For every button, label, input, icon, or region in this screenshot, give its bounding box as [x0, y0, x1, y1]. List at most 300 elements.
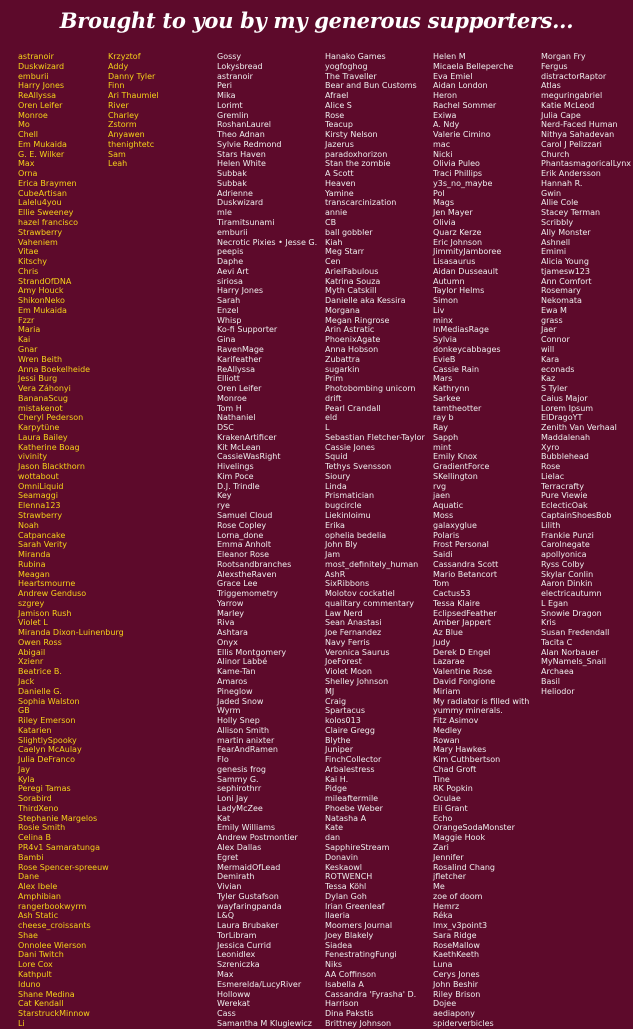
supporter-name: Shelley Johnson: [325, 677, 389, 686]
supporter-name: Theo Adnan: [217, 130, 265, 140]
supporter-name: kolos013: [325, 716, 361, 726]
supporter-name: Prim: [325, 374, 343, 384]
supporter-name: apollyonica: [541, 550, 587, 560]
supporter-name: wottabout: [18, 471, 59, 481]
supporter-name: SKellington: [433, 471, 478, 481]
supporter-name: szgrey: [18, 598, 45, 608]
supporters-column-4: [325, 52, 425, 1029]
supporter-name: Emily Williams: [217, 823, 276, 833]
supporter-name: AshR: [325, 569, 346, 579]
supporter-name: Jen Mayer: [433, 208, 473, 218]
supporter-name: Katrina Souza: [325, 276, 381, 286]
supporter-name: Isabella A: [325, 979, 364, 989]
supporter-name: Alice S: [325, 100, 352, 110]
supporter-name: genesis frog: [217, 764, 266, 774]
supporter-name: electricautumn: [541, 589, 602, 599]
supporter-name: Rose Spencer-spreeuw: [18, 862, 109, 872]
supporter-name: siriosa: [217, 276, 243, 286]
supporter-name: Saidi: [433, 550, 453, 560]
supporter-name: Werekat: [217, 999, 250, 1009]
supporter-name: Rosalind Chang: [433, 862, 496, 872]
supporter-name: Oren Leifer: [217, 384, 262, 394]
supporter-name: Ash Static: [18, 911, 59, 921]
supporter-name: Hivelings: [217, 462, 254, 472]
supporter-name: Tethys Svensson: [325, 462, 392, 472]
supporter-name: Cassie Rain: [433, 364, 480, 374]
supporter-name: Owen Ross: [18, 637, 62, 647]
supporter-name: Miriam: [433, 686, 461, 696]
supporter-name: Enzel: [217, 305, 239, 315]
supporter-name: Szreniczka: [217, 960, 260, 970]
supporter-name: Flo: [217, 755, 229, 765]
supporter-name: Katherine Boag: [18, 442, 80, 452]
supporter-name: Danny Tyler: [108, 71, 156, 81]
supporter-name: Heliodor: [541, 686, 575, 696]
supporter-name: Megan Ringrose: [325, 315, 390, 325]
supporters-column-3: [217, 52, 317, 1029]
supporter-name: Jennifer: [433, 852, 464, 862]
supporter-name: mac: [433, 139, 451, 149]
supporter-name: Anna Boekelheide: [18, 364, 91, 374]
supporter-name: CubeArtisan: [18, 188, 67, 198]
supporter-name: John Beshir: [433, 979, 479, 989]
supporter-name: will: [541, 344, 555, 354]
supporter-name: Helen M: [433, 52, 466, 61]
supporter-name: Vaheniem: [18, 237, 58, 247]
supporter-name: zoe of doom: [433, 891, 483, 901]
supporter-name: Molotov cockatiel: [325, 589, 395, 599]
supporter-name: RoseMallow: [433, 940, 480, 950]
supporter-name: Shane Medina: [18, 989, 75, 999]
supporter-name: Alex Dallas: [217, 843, 262, 853]
supporter-name: Eva Emiel: [433, 71, 473, 81]
supporter-name: tjamesw123: [541, 266, 590, 276]
supporter-name: Kitschy: [18, 257, 47, 267]
supporter-name: Dojee: [433, 999, 457, 1009]
supporter-name: thenightetc: [108, 139, 155, 149]
supporter-name: Wren Beith: [18, 354, 63, 364]
supporter-name: Rosie Smith: [18, 823, 66, 833]
supporter-name: Karifeather: [217, 354, 262, 364]
supporter-name: Pidge: [325, 784, 347, 794]
supporter-name: Skylar Conlin: [541, 569, 594, 579]
supporter-name: Esmerelda/LucyRiver: [217, 979, 302, 989]
supporter-name: Key: [217, 491, 232, 501]
supporters-column-2: [108, 52, 159, 169]
supporter-name: L Egan: [541, 598, 569, 608]
supporter-name: lmx_v3point3: [433, 921, 488, 931]
supporter-name: Adrienne: [217, 188, 253, 198]
supporter-name: Violet Moon: [325, 667, 372, 677]
supporter-name: Az Blue: [433, 628, 463, 638]
supporter-name: tamtheotter: [433, 403, 482, 413]
supporter-name: Church: [541, 149, 570, 159]
supporter-name: Erika: [325, 520, 345, 530]
supporter-name: Jay: [18, 764, 30, 774]
supporter-name: S Tyler: [541, 384, 568, 394]
supporter-name: yogfoghog: [325, 61, 368, 71]
supporter-name: Charley: [108, 110, 139, 120]
supporter-name: Sara Ridge: [433, 930, 477, 940]
supporter-name: Nicki: [433, 149, 453, 159]
supporter-name: Katarien: [18, 725, 52, 735]
supporter-name: Liv: [433, 305, 445, 315]
supporter-name: Tom: [433, 579, 450, 589]
supporter-name: Grace Lee: [217, 579, 258, 589]
supporter-name: Tyler Gustafson: [217, 891, 279, 901]
supporter-name: Cactus53: [433, 589, 471, 599]
supporter-name: Sean Anastasi: [325, 618, 382, 628]
supporter-name: Tessa Klaire: [433, 598, 480, 608]
supporter-name: Peri: [217, 81, 232, 91]
supporter-name: mint: [433, 442, 452, 452]
supporter-name: EclipsedFeather: [433, 608, 497, 618]
supporter-name: Mags: [433, 198, 455, 208]
supporter-name: FinchCollector: [325, 755, 382, 765]
supporter-name: Nithya Sahadevan: [541, 130, 615, 140]
supporter-name: CB: [325, 218, 337, 228]
supporter-name: Kirsty Nelson: [325, 130, 378, 140]
supporter-name: Carol J Pelizzari: [541, 139, 602, 149]
supporter-name: MJ: [325, 686, 335, 696]
supporter-name: Prismatician: [325, 491, 375, 501]
supporter-name: Pol: [433, 188, 445, 198]
supporter-name: Kyla: [18, 774, 35, 784]
supporter-name: Li: [18, 1018, 25, 1028]
supporter-name: Jaded Snow: [217, 696, 264, 706]
supporter-name: Kai H.: [325, 774, 349, 784]
supporter-name: John Bly: [325, 540, 358, 550]
supporter-name: Daphe: [217, 257, 244, 267]
supporter-name: sugarkin: [325, 364, 360, 374]
supporter-name: Jack: [18, 677, 35, 686]
supporter-name: Kate: [325, 823, 344, 833]
supporter-name: Marley: [217, 608, 244, 618]
supporter-name: vivinity: [18, 452, 48, 462]
supporter-name: Sylvia: [433, 335, 457, 345]
supporter-name: Onnolee Wierson: [18, 940, 87, 950]
supporter-name: Celina B: [18, 833, 51, 843]
supporter-name: Ellis Montgomery: [217, 647, 287, 657]
supporter-name: Keskaowl: [325, 862, 362, 872]
supporter-name: martin anixter: [217, 735, 275, 745]
supporter-name: Kathpult: [18, 969, 52, 979]
supporter-name: Harry Jones: [217, 286, 264, 296]
supporter-name: hazel francisco: [18, 218, 79, 228]
supporter-name: Strawberry: [18, 227, 63, 237]
supporter-name: Alicia Young: [541, 257, 589, 267]
supporter-name: Cat Kendall: [18, 999, 64, 1009]
supporter-name: Zenith Van Verhaal: [541, 423, 617, 433]
supporter-name: mileaftermile: [325, 794, 379, 804]
supporter-name: SapphireStream: [325, 843, 390, 853]
supporter-name: Caelyn McAulay: [18, 745, 82, 755]
supporter-name: Fergus: [541, 61, 568, 71]
supporter-name: Olivia: [433, 218, 456, 228]
supporter-name: Connor: [541, 335, 570, 345]
supporter-name: Leonidlex: [217, 950, 256, 960]
supporter-name: Tacita C: [541, 637, 573, 647]
supporter-name: Kim Cuthbertson: [433, 755, 501, 765]
supporter-name: Whisp: [217, 315, 242, 325]
supporter-name: Valerie Cimino: [433, 130, 491, 140]
supporter-name: Samuel Cloud: [217, 510, 273, 520]
supporter-name: Vivian: [217, 882, 242, 892]
supporter-name: Me: [433, 882, 445, 892]
supporter-name: Donavin: [325, 852, 359, 862]
supporter-name: Kat: [217, 813, 231, 823]
supporter-name: Chad Groft: [433, 764, 477, 774]
supporter-name: ArielFabulous: [325, 266, 379, 276]
supporter-name: Frost Personal: [433, 540, 489, 550]
supporter-name: The Traveller: [325, 71, 377, 81]
supporter-name: PhantasmagoricalLynx: [541, 159, 632, 169]
supporter-name: Mika: [217, 91, 236, 101]
supporter-name: Ewa M: [541, 305, 567, 315]
supporter-name: Violet L: [18, 618, 48, 628]
supporter-name: Cheryl Pederson: [18, 413, 84, 423]
supporter-name: Vitae: [18, 247, 39, 257]
supporter-name: Joey Blakely: [325, 930, 374, 940]
supporter-name: Sarkee: [433, 393, 461, 403]
supporter-name: Ray: [433, 423, 449, 433]
supporter-name: RK Popkin: [433, 784, 473, 794]
supporter-name: Gremlin: [217, 110, 249, 120]
supporter-name: Lokysbread: [217, 61, 263, 71]
supporter-name: Tiramitsunami: [217, 218, 275, 228]
supporter-name: SixRibbons: [325, 579, 370, 589]
supporter-name: KrakenArtificer: [217, 432, 277, 442]
supporter-name: Ashnell: [541, 237, 571, 247]
supporter-name: Emma Anholt: [217, 540, 271, 550]
supporter-name: JoeForest: [325, 657, 362, 667]
supporter-name: Addy: [108, 61, 129, 71]
supporter-name: most_definitely_human: [325, 559, 419, 569]
supporter-name: Meagan: [18, 569, 50, 579]
supporter-name: Phoebe Weber: [325, 803, 383, 813]
supporter-name: Myth Catskill: [325, 286, 377, 296]
supporter-name: dan: [325, 833, 341, 843]
supporter-name: Bubblehead: [541, 452, 589, 462]
supporter-name: EclecticOak: [541, 501, 588, 511]
supporter-name: A Scott: [325, 169, 354, 179]
supporter-name: Danielle aka Kessira: [325, 296, 406, 306]
supporter-name: Julia Cape: [541, 110, 581, 120]
supporter-name: Ko-fi Supporter: [217, 325, 278, 335]
supporter-name: EvieB: [433, 354, 456, 364]
supporter-name: Katie McLeod: [541, 100, 595, 110]
supporter-name: rvg: [433, 481, 447, 491]
supporter-name: Meg Starr: [325, 247, 364, 257]
supporter-name: Nerd-Faced Human: [541, 120, 618, 130]
supporter-name: Lielac: [541, 471, 565, 481]
supporter-name: Spartacus: [325, 706, 366, 716]
supporter-name: Em Mukaida: [18, 139, 67, 149]
supporter-name: Gossy: [217, 52, 242, 61]
supporter-name: Andrew Postmontier: [217, 833, 298, 843]
supporter-name: Anna Hobson: [325, 344, 379, 354]
supporter-name: Holloww: [217, 989, 251, 999]
supporter-name: eld: [325, 413, 338, 423]
supporter-name: Kiah: [325, 237, 343, 247]
supporter-name: Kai: [18, 335, 31, 345]
supporter-name: Lilith: [541, 520, 561, 530]
supporter-name: Teacup: [325, 120, 353, 130]
supporter-name: Moss: [433, 510, 454, 520]
supporter-name: Moomers Journal: [325, 921, 393, 931]
supporter-name: Mo: [18, 120, 30, 130]
supporter-name: Niks: [325, 960, 343, 970]
supporter-name: Juniper: [325, 745, 354, 755]
supporter-name: Hemrz: [433, 901, 460, 911]
supporter-name: Allie Cole: [541, 198, 579, 208]
supporter-name: Cassie Jones: [325, 442, 375, 452]
supporter-name: Heaven: [325, 178, 356, 188]
supporter-name: Rachel Sommer: [433, 100, 497, 110]
supporter-name: Egret: [217, 852, 239, 862]
supporter-name: CaptainShoesBob: [541, 510, 612, 520]
supporter-name: MermaidOfLead: [217, 862, 281, 872]
supporter-name: Sarah: [217, 296, 241, 306]
supporter-name: River: [108, 100, 129, 110]
supporter-name: Heartsmourne: [18, 579, 76, 589]
supporter-name: Joe Fernandez: [325, 628, 382, 638]
supporter-name: L: [325, 423, 330, 433]
supporter-name: Ari Thaumiel: [108, 91, 159, 101]
supporter-name: Orna: [18, 169, 38, 179]
supporter-name: Xzienr: [18, 657, 44, 667]
supporter-name: Xyro: [541, 442, 560, 452]
supporter-name: Irian Greenleaf: [325, 901, 385, 911]
supporter-name: Traci Phillips: [433, 169, 483, 179]
supporter-name: StarstruckMinnow: [18, 1009, 90, 1019]
supporter-name: Samantha M Klugiewicz: [217, 1018, 312, 1028]
supporter-name: ball gobbler: [325, 227, 373, 237]
supporter-name: Tine: [433, 774, 450, 784]
supporter-name: GradientForce: [433, 462, 490, 472]
supporter-name: Ally Monster: [541, 227, 591, 237]
supporter-name: Stacey Terman: [541, 208, 601, 218]
supporter-name: jfletcher: [433, 872, 466, 882]
supporter-name: Zari: [433, 843, 449, 853]
supporter-name: Erica Braymen: [18, 178, 77, 188]
supporter-name: Erik Andersson: [541, 169, 601, 179]
supporter-name: Susan Fredendall: [541, 628, 610, 638]
supporter-name: Rose: [325, 110, 345, 120]
supporter-name: Loni Jay: [217, 794, 249, 804]
supporter-name: Em Mukaida: [18, 305, 67, 315]
supporter-name: Iduno: [18, 979, 41, 989]
supporter-name: Holly Snep: [217, 716, 260, 726]
supporter-name: Laura Bailey: [18, 432, 68, 442]
supporter-name: Nekomata: [541, 296, 582, 306]
supporter-name: Rowan: [433, 735, 460, 745]
supporter-name: Veronica Saurus: [325, 647, 390, 657]
supporter-name: aediapony: [433, 1009, 475, 1019]
supporter-name: Seamaggi: [18, 491, 58, 501]
supporter-name: Jessica Currid: [217, 940, 272, 950]
supporter-name: Lorna_done: [217, 530, 264, 540]
supporter-name: Kris: [541, 618, 556, 628]
supporter-name: Sorabird: [18, 794, 52, 804]
supporter-name: Rosemary: [541, 286, 581, 296]
supporter-name: Judy: [433, 637, 451, 647]
supporter-name: OrangeSodaMonster: [433, 823, 515, 833]
supporter-name: paradoxhorizon: [325, 149, 388, 159]
supporter-name: Yamine: [325, 188, 354, 198]
supporter-name: Allison Smith: [217, 725, 270, 735]
supporter-name: Shae: [18, 930, 38, 940]
supporter-name: Zstorm: [108, 120, 137, 130]
supporter-name: Karpytüne: [18, 423, 60, 433]
supporter-name: transcarcinization: [325, 198, 397, 208]
supporter-name: Maddalenah: [541, 432, 591, 442]
supporter-name: Zubattra: [325, 354, 360, 364]
supporter-name: Exiwa: [433, 110, 457, 120]
supporter-name: Necrotic Pixies • Jesse G.: [217, 237, 318, 247]
supporter-name: Yarrow: [217, 598, 244, 608]
supporter-name: Emily Knox: [433, 452, 478, 462]
supporter-name: Caius Major: [541, 393, 588, 403]
supporter-name: ThirdXeno: [18, 803, 59, 813]
supporter-name: OmniLiquid: [18, 481, 64, 491]
supporter-name: Basil: [541, 677, 561, 686]
supporter-name: Liekinloimu: [325, 510, 371, 520]
supporter-name: Stan the zombie: [325, 159, 391, 169]
supporter-name: Carolnegate: [541, 540, 590, 550]
supporter-name: PhoenixAgate: [325, 335, 381, 345]
supporter-name: Gina: [217, 335, 236, 345]
supporter-name: Chris: [18, 266, 39, 276]
supporter-name: emburii: [18, 71, 49, 81]
supporter-name: Sam: [108, 149, 126, 159]
supporter-name: Sylvie Redmond: [217, 139, 282, 149]
supporter-name: Dylan Goh: [325, 891, 367, 901]
supporter-name: Ann Comfort: [541, 276, 592, 286]
supporter-name: Lorem Ipsum: [541, 403, 594, 413]
supporter-name: Craig: [325, 696, 347, 706]
supporter-name: Emimi: [541, 247, 567, 257]
supporter-name: Jaer: [541, 325, 557, 335]
supporter-name: Eleanor Rose: [217, 550, 270, 560]
supporter-name: Riley Brison: [433, 989, 481, 999]
supporter-name: TorLibram: [217, 930, 257, 940]
supporter-name: rye: [217, 501, 230, 511]
supporter-name: mistakenot: [18, 403, 63, 413]
supporter-name: Harrison: [325, 999, 359, 1009]
supporter-name: Navy Ferris: [325, 637, 370, 647]
supporter-name: Ashtara: [217, 628, 248, 638]
supporters-column-1: [18, 52, 124, 1029]
supporter-name: A. Ndy: [433, 120, 460, 130]
supporter-name: Natasha A: [325, 813, 367, 823]
supporter-name: Nathaniel: [217, 413, 256, 423]
supporter-name: Sioury: [325, 471, 351, 481]
supporter-name: Eric Johnson: [433, 237, 483, 247]
supporter-name: Kara: [541, 354, 560, 364]
supporter-name: Monroe: [217, 393, 247, 403]
supporter-name: Riley Emerson: [18, 716, 76, 726]
supporter-name: RavenMage: [217, 344, 264, 354]
supporter-name: Taylor Helms: [433, 286, 485, 296]
supporter-name: Cassandra Scott: [433, 559, 499, 569]
supporter-name: Cassandra 'Fyrasha' D.: [325, 989, 417, 999]
supporter-name: Beatrice B.: [18, 667, 62, 677]
supporter-name: Oculae: [433, 794, 461, 804]
supporter-name: Tessa Köhl: [325, 882, 367, 892]
supporter-name: Atlas: [541, 81, 561, 91]
supporter-name: Fzzr: [18, 315, 35, 325]
